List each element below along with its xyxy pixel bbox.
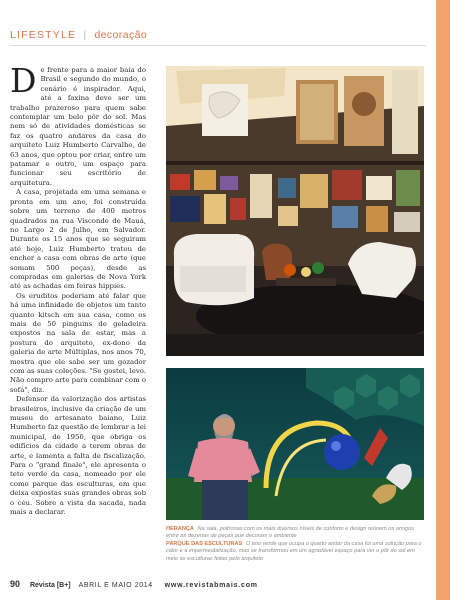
living-room-illustration [166, 66, 424, 356]
caption-living-room [166, 526, 424, 541]
section-header [10, 29, 147, 41]
caption-label: PARQUE DAS ESCULTURAS [166, 540, 243, 547]
article-paragraph-2: A casa, projetada em uma semana e pronta em um ano, foi construída sobre um terreno de 400 metros quadrados na rua Visconde de Mauá, no Largo 2 de Julho, em Salvador. Durante os 15 anos que se seguiram até hoje, Luiz Humberto tratou de encher a casa com obras de arte (que somam 500 peças), desde as compradas em galerias de Nova York até as achadas em feiras hippies. [10, 188, 146, 291]
magazine-name: Revista [B+] [29, 582, 71, 589]
caption-text: O teto verde que ocupa o quarto andar da casa foi uma solução para o calor e a impermeabilização, mas se transformou em um agradável espaço para ver o pôr do sol em meio às esculturas feitas pelo arquiteto [166, 540, 422, 562]
issue-date: ABRIL E MAIO 2014 [78, 582, 153, 589]
living-room-photo [166, 66, 424, 356]
paragraph-text: e frente para a maior baía do Brasil e segundo do mundo, o cenário é inspirador. Aqui, até a faxina deve ser um trabalho prazeroso para quem sabe contemplar um belo pôr do sol. Mas nem só de atividades domésticas se faz os quatro andares da casa do arquiteto Luiz Humberto Carvalho, de 63 anos, que optou por criar, entre um patamar e outro, um espaço para funcionar seu escritório de arquitetura. [10, 66, 146, 187]
section-label: LIFESTYLE [10, 29, 77, 41]
page-footer [10, 579, 258, 589]
page-edge-color-stripe [436, 0, 450, 600]
sculpture-park-illustration [166, 368, 424, 520]
drop-cap: D [10, 61, 37, 100]
caption-label: HERANÇA [166, 526, 194, 532]
subsection-label: decoração [94, 29, 148, 41]
article-body [10, 61, 146, 518]
sculpture-park-photo [166, 368, 424, 520]
article-paragraph-3: Os eruditos poderiam até falar que há uma infinidade de objetos um tanto quanto kitsch em sua casa, como os mais de 50 pinguins de geladeira expostos na sala de estar, mas a postura do arquiteto, ex-dono da galeria de arte Múltiplas, nos anos 70, mostra que ele sabe ser um gozador com as suas coleções. "Se gostei, levo. Não compro arte para combinar com o sofá", diz. [10, 291, 146, 394]
photo-captions [166, 526, 424, 563]
header-rule [10, 45, 426, 46]
website-url: www.revistabmais.com [164, 582, 258, 589]
section-separator: | [83, 29, 88, 41]
caption-sculpture-park [166, 541, 424, 563]
page-number: 90 [10, 579, 21, 589]
article-paragraph-1 [10, 61, 146, 188]
article-paragraph-4: Defensor da valorização dos artistas brasileiros, inclusive da criação de um museu do artesanato baiano, Luiz Humberto faz questão de lembrar a lei municipal, de 1956, que obriga os edifícios da cidade a terem obras de arte, e lamenta a falta de fiscalização. Para o "grand finale", ele apresenta o teto verde da casa, nomeado por ele como parque das esculturas, em que deixa expostas suas grandes obras sob o céu. Sobre a vista da sacada, nada mais a declarar. [10, 395, 146, 517]
caption-text: Na sala, poltronas com os mais diversos níveis de conforto e design reúnem os amigos entre as dezenas de peças que decoram o ambiente [166, 526, 414, 540]
